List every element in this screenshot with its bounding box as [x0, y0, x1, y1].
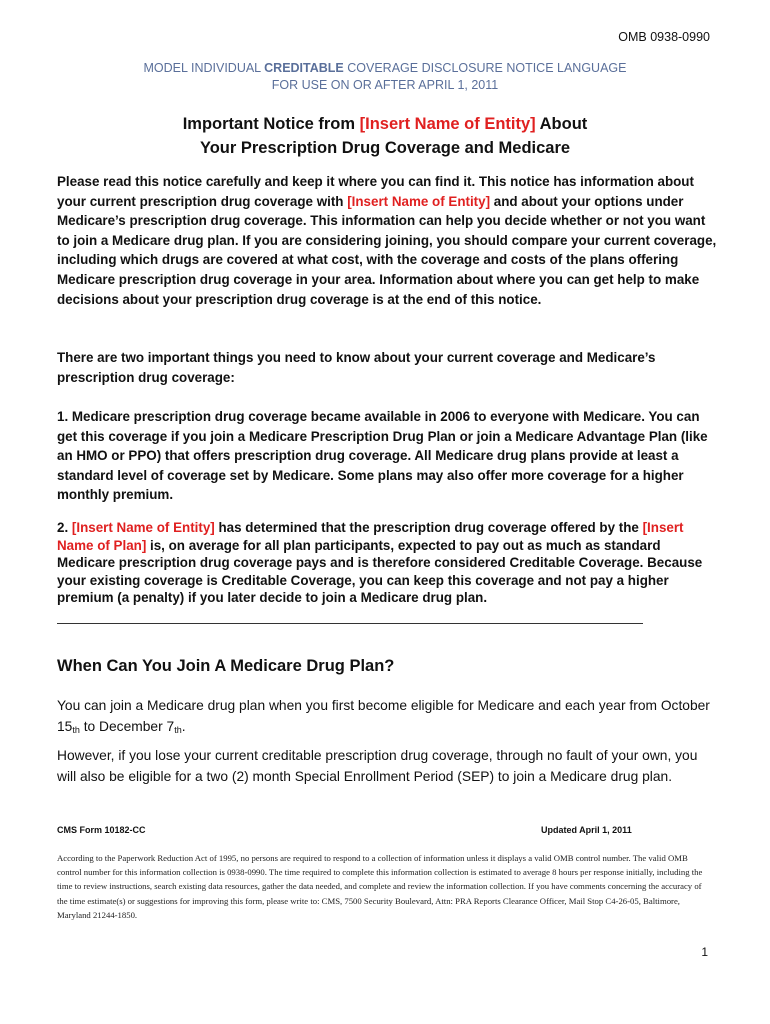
point-two-plan-placeholder: [Insert Name of Plan] — [57, 520, 684, 553]
title-entity-placeholder: [Insert Name of Entity] — [359, 115, 536, 133]
omb-number: OMB 0938-0990 — [618, 30, 710, 44]
model-line-1-pre: MODEL INDIVIDUAL — [143, 61, 265, 75]
page-number: 1 — [701, 945, 708, 959]
intro-paragraph — [57, 172, 717, 309]
join-sup-2: th — [174, 724, 182, 735]
page-title — [0, 112, 770, 160]
title-line-2: Your Prescription Drug Coverage and Medicare — [199, 139, 571, 157]
updated-date: Updated April 1, 2011 — [541, 825, 632, 835]
section-heading: When Can You Join A Medicare Drug Plan? — [57, 657, 395, 675]
point-one-paragraph: 1. Medicare prescription drug coverage became available in 2006 to everyone with Medicare. You can get this coverage if you join a Medicare Prescription Drug Plan or join a Medicare Advantage Plan (like an HMO or PPO) that offers prescription drug coverage. All Medicare drug plans provide at least a standard level of coverage set by Medicare. Some plans may also offer more coverage for a higher monthly premium. — [57, 409, 708, 503]
point-two-num: 2. — [57, 520, 72, 535]
point-two-entity-placeholder: [Insert Name of Entity] — [71, 520, 215, 535]
point-two-post: is, on average for all plan participants, expected to pay out as much as standard Medicare prescription drug coverage pays and is therefore considered Creditable Coverage. Because your existing coverage is Creditable Coverage, you can keep this coverage and not pay a higher premium (a penalty) if you later decide to join a Medicare drug plan. — [57, 537, 703, 606]
intro-entity-placeholder: [Insert Name of Entity] — [347, 193, 491, 209]
join-paragraph — [57, 696, 717, 740]
model-line-1 — [0, 60, 770, 77]
join-post: . — [181, 718, 186, 734]
model-notice-header — [0, 60, 770, 94]
intro-post: and about your options under Medicare’s prescription drug coverage. This information can help you decide whether or not you want to join a Medicare drug plan. If you are considering joining, you should compare your current coverage, including which drugs are covered at what cost, with the coverage and costs of the plans offering Medicare prescription drug coverage in your area. Information about where you can get help to make decisions about your prescription drug coverage is at the end of this notice. — [57, 193, 717, 307]
title-line-1 — [0, 112, 770, 136]
intro-pre: Please read this notice carefully and keep it where you can find it. This notice has information about your current prescription drug coverage with — [57, 174, 694, 209]
join-pre: You can join a Medicare drug plan when you first become eligible for Medicare and each year from October 15 — [57, 698, 710, 734]
point-two-mid: has determined that the prescription drug coverage offered by the — [214, 520, 643, 535]
model-line-2: FOR USE ON OR AFTER APRIL 1, 2011 — [271, 78, 499, 92]
paperwork-notice: According to the Paperwork Reduction Act of 1995, no persons are required to respond to a collection of information unless it displays a valid OMB control number. The valid OMB control number for this information collection is 0938-0990. The time required to complete this information collection is estimated to average 8 hours per response initially, including the time to review instructions, search existing data resources, gather the data needed, and complete and review the information collection. If you have comments concerning the accuracy of the time estimate(s) or suggestions for improving this form, please write to: CMS, 7500 Security Boulevard, Attn: PRA Reports Clearance Officer, Mail Stop C4-26-05, Baltimore, Maryland 21244-1850. — [57, 853, 703, 920]
title-pre: Important Notice from — [182, 115, 360, 133]
model-creditable: CREDITABLE — [264, 61, 344, 75]
join-mid: to December 7 — [79, 718, 175, 734]
point-two-paragraph — [57, 519, 717, 607]
two-things-paragraph: There are two important things you need to know about your current coverage and Medicare’s prescription drug coverage: — [57, 350, 656, 385]
divider-line — [57, 623, 643, 624]
cms-form-number: CMS Form 10182-CC — [57, 825, 146, 835]
title-post: About — [535, 115, 588, 133]
model-line-1-post: COVERAGE DISCLOSURE NOTICE LANGUAGE — [343, 61, 627, 75]
join-sup-1: th — [72, 724, 80, 735]
however-paragraph: However, if you lose your current creditable prescription drug coverage, through no fault of your own, you will also be eligible for a two (2) month Special Enrollment Period (SEP) to join a Medicare drug plan. — [57, 748, 698, 784]
